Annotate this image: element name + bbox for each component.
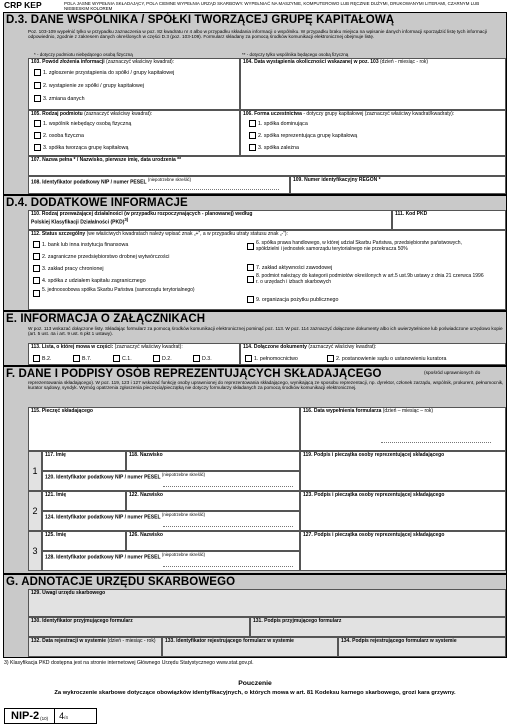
form-code: CRP KEP xyxy=(4,0,42,10)
row-number-2: 2 xyxy=(28,491,42,531)
section-e-intro: W poz. 113 wskazać dołączone listy. Składając formularz za pomocą środków komunikacji elektronicznej pominąć poz. 113. W poz. 114 zaznaczyć dołączone dokumenty albo ich uwierzytelnione lub poświadczone urzędowo kopie (art. 5 ust. 4a i art. 9 ust. 6 pkt 1 ustawy). xyxy=(28,326,503,337)
field-113-label: 113. Lista, o której mowa w części: xyxy=(31,344,114,350)
field-114-label: 114. Dołączone dokumenty xyxy=(243,344,307,350)
footnote: 3) Klasyfikacja PKD dostępna jest na stronie internetowej Głównego Urzędu Statystycznego www.stat.gov.pl. xyxy=(4,660,254,666)
field-118[interactable] xyxy=(126,451,300,471)
option-112-3: 3. zakład pracy chronionej xyxy=(42,265,104,272)
checkbox-112-7[interactable] xyxy=(247,264,254,271)
section-d4-title: D.4. DODATKOWE INFORMACJE xyxy=(6,197,188,209)
field-128-hint: (niepotrzebne skreślić) xyxy=(161,552,206,557)
checkbox-103-1[interactable] xyxy=(34,69,41,76)
option-113-b7: B.7. xyxy=(82,355,92,362)
field-108-label: 108. Identyfikator podatkowy NIP / numer PESEL xyxy=(31,179,147,186)
section-d3 xyxy=(3,12,507,195)
field-108[interactable] xyxy=(28,176,290,194)
option-103-2: 2. wystąpienie ze spółki / grupy kapitałowej xyxy=(43,82,144,89)
option-112-8: 8. podmiot należący do kategorii podmiotów określonych w art.5 ust.9b ustawy z dnia 21 czerwca 1996 r. o urzędach i izbach skarbowych xyxy=(256,273,484,285)
field-112 xyxy=(28,230,506,310)
option-113-c1: C.1. xyxy=(122,355,132,362)
field-131 xyxy=(250,617,506,637)
checkbox-113-c1[interactable] xyxy=(113,355,120,362)
field-121-label: 121. Imię xyxy=(45,492,67,498)
option-112-5: 5. jednoosobowa spółka Skarbu Państwa (samorządu terytorialnego) xyxy=(42,287,195,293)
field-126-label: 126. Nazwisko xyxy=(129,532,163,538)
option-105-1: 1. wspólnik niebędący osobą fizyczną xyxy=(43,120,132,127)
field-109[interactable] xyxy=(290,176,506,194)
option-106-2: 2. spółka reprezentująca grupę kapitałową xyxy=(258,132,358,139)
checkbox-103-3[interactable] xyxy=(34,95,41,102)
field-103-hint: (zaznaczyć właściwy kwadrat): xyxy=(106,59,175,65)
form-version: (10) xyxy=(40,716,49,722)
checkbox-105-1[interactable] xyxy=(34,120,41,127)
field-112-hint: (we właściwych kwadratach należy wpisać znak „+”, a w przypadku utraty statusu znak „-”): xyxy=(86,231,288,237)
field-103-label: 103. Powód złożenia informacji xyxy=(31,59,105,65)
option-112-9: 9. organizacja pożytku publicznego xyxy=(256,296,339,303)
option-103-3: 3. zmiana danych xyxy=(43,95,85,102)
field-132 xyxy=(28,637,162,657)
option-112-6: 6. spółka prawa handlowego, w której udział Skarbu Państwa, przedsiębiorstw państwowych, spółdzielni i jednostek samorządu terytorialnego nie przekracza 50% xyxy=(256,240,462,252)
checkbox-112-8[interactable] xyxy=(247,276,254,283)
section-d3-title: D.3. DANE WSPÓLNIKA / SPÓŁKI TWORZĄCEJ GRUPĘ KAPITAŁOWĄ xyxy=(6,14,395,26)
option-106-1: 1. spółka dominująca xyxy=(258,120,308,127)
option-103-1: 1. zgłoszenie przystąpienia do spółki / grupy kapitałowej xyxy=(43,69,175,76)
field-104[interactable] xyxy=(240,58,506,110)
option-112-4: 4. spółka z udziałem kapitału zagranicznego xyxy=(42,277,146,284)
field-130 xyxy=(28,617,250,637)
option-113-d3: D.3. xyxy=(202,355,212,362)
field-112-label: 112. Status szczególny xyxy=(31,231,86,237)
pouczenie-title: Pouczenie xyxy=(238,680,272,687)
field-120-label: 120. Identyfikator podatkowy NIP / numer PESEL xyxy=(45,474,161,481)
option-113-d2: D.2. xyxy=(162,355,172,362)
field-124[interactable] xyxy=(42,511,300,531)
option-112-7: 7. zakład aktywności zawodowej xyxy=(256,264,333,271)
field-119[interactable] xyxy=(300,451,506,491)
field-121[interactable] xyxy=(42,491,126,511)
section-f-title-suffix: (spośród uprawnionych do xyxy=(424,371,481,376)
field-132-label: 132. Data rejestracji w systemie xyxy=(31,638,107,644)
checkbox-112-5[interactable] xyxy=(33,290,40,297)
field-132-hint: (dzień - miesiąc - rok) xyxy=(107,638,156,644)
checkbox-113-b2[interactable] xyxy=(33,355,40,362)
field-105 xyxy=(28,110,240,156)
field-122[interactable] xyxy=(126,491,300,511)
option-112-2: 2. zagraniczne przedsiębiorstwo drobnej wytwórczości xyxy=(42,253,170,260)
field-129-label: 129. Uwagi urzędu skarbowego xyxy=(31,590,106,596)
field-134-label: 134. Podpis rejestrującego formularz w systemie xyxy=(341,638,457,644)
fill-instructions: POLA JASNE WYPEŁNIA SKŁADAJĄCY, POLA CIEMNE WYPEŁNIA URZĄD SKARBOWY. WYPEŁNIAĆ NA MASZYNIE, KOMPUTEROWO LUB RĘCZNIE DUŻYMI, DRUKOWANYMI LITERAMI, CZARNYM LUB NIEBIESKIM KOLOREM xyxy=(64,1,480,12)
field-122-label: 122. Nazwisko xyxy=(129,492,163,498)
field-110-footnote: 3) xyxy=(124,216,129,222)
field-109-label: 109. Numer identyfikacyjny REGON * xyxy=(293,177,381,183)
checkbox-114-1[interactable] xyxy=(245,355,252,362)
section-f-title: F. DANE I PODPISY OSÓB REPREZENTUJĄCYCH SKŁADAJĄCEGO xyxy=(6,368,382,380)
checkbox-105-2[interactable] xyxy=(34,132,41,139)
field-123[interactable] xyxy=(300,491,506,531)
option-105-2: 2. osoba fizyczna xyxy=(43,132,84,139)
field-124-label: 124. Identyfikator podatkowy NIP / numer PESEL xyxy=(45,514,161,521)
section-d4 xyxy=(3,195,507,311)
page-total: /4 xyxy=(64,715,68,721)
checkbox-114-2[interactable] xyxy=(327,355,334,362)
checkbox-106-2[interactable] xyxy=(249,132,256,139)
field-116-hint: (dzień – miesiąc – rok) xyxy=(382,408,434,414)
option-114-1: 1. pełnomocnictwo xyxy=(254,355,298,362)
section-e xyxy=(3,311,507,366)
row-number-1: 1 xyxy=(28,451,42,491)
field-105-label: 105. Rodzaj podmiotu xyxy=(31,111,83,117)
field-126[interactable] xyxy=(126,531,300,551)
option-113-b2: B.2. xyxy=(42,355,52,362)
section-g xyxy=(3,574,507,658)
checkbox-113-d3[interactable] xyxy=(193,355,200,362)
checkbox-112-6[interactable] xyxy=(247,243,254,250)
field-107-label: 107. Nazwa pełna * / Nazwisko, pierwsze imię, data urodzenia ** xyxy=(31,157,182,163)
field-130-label: 130. Identyfikator przyjmującego formularz xyxy=(31,618,133,624)
field-111[interactable] xyxy=(392,210,506,230)
option-114-2: 2. postanowienie sądu o ustanowieniu kuratora xyxy=(336,355,447,362)
field-106-label: 106. Forma uczestnictwa xyxy=(243,111,302,117)
field-123-label: 123. Podpis i pieczątka osoby reprezentującej składającego xyxy=(303,492,445,498)
field-128[interactable] xyxy=(42,551,300,571)
field-108-hint: (niepotrzebne skreślić) xyxy=(147,177,192,182)
field-116[interactable] xyxy=(300,407,506,451)
field-106 xyxy=(240,110,506,156)
field-134 xyxy=(338,637,506,657)
field-127-label: 127. Podpis i pieczątka osoby reprezentującej składającego xyxy=(303,532,445,538)
checkbox-112-1[interactable] xyxy=(33,241,40,248)
field-125-label: 125. Imię xyxy=(45,532,67,538)
field-119-label: 119. Podpis i pieczątka osoby reprezentującej składającego xyxy=(303,452,445,458)
field-113-hint: (zaznaczyć właściwy kwadrat): xyxy=(114,344,183,350)
checkbox-106-3[interactable] xyxy=(249,144,256,151)
field-113 xyxy=(28,343,240,365)
field-120[interactable] xyxy=(42,471,300,491)
section-e-title: E. INFORMACJA O ZAŁĄCZNIKACH xyxy=(6,313,206,325)
field-115-label: 115. Pieczęć składającego xyxy=(31,408,93,414)
form-id-box xyxy=(4,708,97,724)
field-125[interactable] xyxy=(42,531,126,551)
option-105-3: 3. spółka tworząca grupę kapitałową xyxy=(43,144,129,151)
field-110[interactable] xyxy=(28,210,392,230)
field-106-hint: - dotyczy grupy kapitałowej (zaznaczyć właściwy kwadrat/kwadraty): xyxy=(303,111,455,117)
checkbox-113-d2[interactable] xyxy=(153,355,160,362)
checkbox-112-2[interactable] xyxy=(33,253,40,260)
field-110-label: 110. Rodzaj przeważającej działalności (w przypadku rozpoczynających - planowanej) według Polskiej Klasyfikacji Działalności (PKD) xyxy=(31,211,253,226)
section-g-title: G. ADNOTACJE URZĘDU SKARBOWEGO xyxy=(6,576,236,588)
checkbox-113-b7[interactable] xyxy=(73,355,80,362)
field-104-hint: (dzień - miesiąc - rok) xyxy=(380,59,429,65)
checkbox-103-2[interactable] xyxy=(34,82,41,89)
note-person: ** - dotyczy tylko wspólnika będącego osobą fizyczną xyxy=(242,52,349,57)
field-133-label: 133. Identyfikator rejestrującego formularz w systemie xyxy=(165,638,294,644)
field-116-label: 116. Data wypełnienia formularza xyxy=(303,408,382,414)
field-129 xyxy=(28,589,506,617)
note-entity: * - dotyczy podmiotu niebędącego osobą fizyczną xyxy=(34,52,133,57)
section-f xyxy=(3,366,507,574)
checkbox-112-9[interactable] xyxy=(247,296,254,303)
field-107[interactable] xyxy=(28,156,506,176)
section-f-intro: reprezentowania składającego). W poz. 119, 123 i 127 wskazać funkcję osoby uprawnionej do reprezentowania składającego, wynikającą ze sposobu reprezentacji, np. dyrektor, członek zarządu, wspólnik, prokurent, pełnomocnik, kurator sądowy, syndyk. Wymóg opatrzenia zgłoszenia pieczęcią/pieczątką nie dotyczy formularzy składanych za pomocą środków komunikacji elektronicznej. xyxy=(28,380,504,391)
field-117-label: 117. Imię xyxy=(45,452,66,458)
form-name: NIP-2 xyxy=(11,709,40,722)
option-106-3: 3. spółka zależna xyxy=(258,144,299,151)
field-124-hint: (niepotrzebne skreślić) xyxy=(161,512,206,517)
checkbox-106-1[interactable] xyxy=(249,120,256,127)
checkbox-112-3[interactable] xyxy=(33,265,40,272)
pouczenie-text: Za wykroczenie skarbowe dotyczące obowiązków identyfikacyjnych, o których mowa w art. 81 Kodeksu karnego skarbowego, grozi kara grzywny. xyxy=(54,690,456,696)
option-112-1: 1. bank lub inna instytucja finansowa xyxy=(42,241,129,248)
section-d3-intro: Poz. 103-109 wypełnić tylko w przypadku zaznaczenia w poz. 82 kwadratu nr 4 albo w przypadku składania informacji o wspólniku. W przypadku braku miejsca na wpisanie danych informacji sporządzić listę tych informacji odpowiednio, zgodnie z zakresem danych określonych w części D.3 (poz. 103-109). Formularz składany za pomocą środków komunikacji elektronicznej obejmuje listę. xyxy=(28,29,487,40)
field-105-hint: (zaznaczyć właściwy kwadrat): xyxy=(84,111,153,117)
field-115[interactable] xyxy=(28,407,300,451)
field-103 xyxy=(28,58,240,110)
field-114 xyxy=(240,343,506,365)
field-104-label: 104. Data wystąpienia okoliczności wskazanej w poz. 103 xyxy=(243,59,379,65)
checkbox-105-3[interactable] xyxy=(34,144,41,151)
field-118-label: 118. Nazwisko xyxy=(129,452,163,458)
field-117[interactable] xyxy=(42,451,126,471)
field-133 xyxy=(162,637,338,657)
field-131-label: 131. Podpis przyjmującego formularz xyxy=(253,618,342,624)
field-128-label: 128. Identyfikator podatkowy NIP / numer PESEL xyxy=(45,554,161,561)
field-114-hint: (zaznaczyć właściwy kwadrat): xyxy=(308,344,377,350)
row-number-3: 3 xyxy=(28,531,42,571)
page-number: 4 xyxy=(59,710,65,721)
checkbox-112-4[interactable] xyxy=(33,277,40,284)
field-120-hint: (niepotrzebne skreślić) xyxy=(161,472,206,477)
field-111-label: 111. Kod PKD xyxy=(395,211,428,217)
field-127[interactable] xyxy=(300,531,506,571)
